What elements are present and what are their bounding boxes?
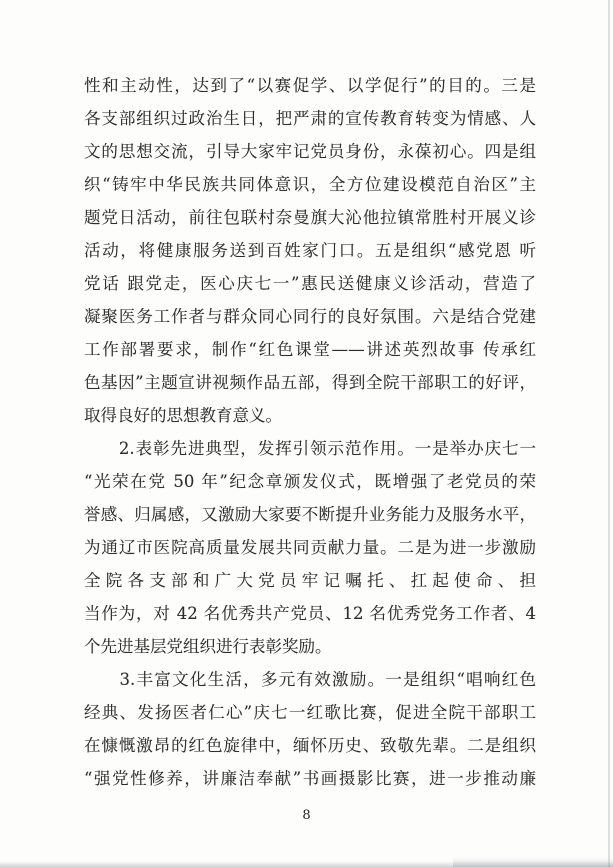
text-line: 各支部组织过政治生日，把严肃的宣传教育转变为情感、人 [84, 109, 536, 128]
text-line: 色基因”主题宣讲视频作品五部，得到全院干部职工的好评， [84, 373, 536, 392]
text-line: 凝聚医务工作者与群众同心同行的良好氛围。六是结合党建 [84, 307, 536, 326]
text-line: 2.表彰先进典型，发挥引领示范作用。一是举办庆七一 [84, 439, 536, 458]
text-line: 活动，将健康服务送到百姓家门口。五是组织“感党恩 听 [84, 241, 536, 260]
text-line: 全院各支部和广大党员牢记嘱托、扛起使命、担 [84, 571, 536, 590]
text-line: 题党日活动，前往包联村奈曼旗大沁他拉镇常胜村开展义诊 [84, 208, 536, 227]
scan-edge-right [608, 0, 610, 867]
text-line: 经典、发扬医者仁心”庆七一红歌比赛，促进全院干部职工 [84, 703, 536, 722]
text-line: 党话 跟党走，医心庆七一”惠民送健康义诊活动，营造了 [84, 274, 536, 293]
text-line: 誉感、归属感，又激励大家要不断提升业务能力及服务水平， [84, 505, 536, 524]
text-line: 为通辽市医院高质量发展共同贡献力量。二是为进一步激励 [84, 538, 536, 557]
text-line: 织“铸牢中华民族共同体意识，全方位建设模范自治区”主 [84, 175, 536, 194]
page-number: 8 [302, 808, 311, 823]
text-line: 在慷慨激昂的红色旋律中，缅怀历史、致敬先辈。二是组织 [84, 736, 536, 755]
body-text [84, 69, 536, 795]
text-line: 取得良好的思想教育意义。 [84, 406, 282, 425]
text-line: 性和主动性，达到了“以赛促学、以学促行”的目的。三是 [84, 76, 536, 95]
text-line: 个先进基层党组织进行表彰奖励。 [84, 637, 332, 656]
text-line: 当作为，对 42 名优秀共产党员、12 名优秀党务工作者、4 [84, 604, 536, 623]
scan-edge-bottom-right [453, 857, 613, 867]
text-line: “强党性修养，讲廉洁奉献”书画摄影比赛，进一步推动廉 [84, 769, 536, 788]
text-line: 文的思想交流，引导大家牢记党员身份，永葆初心。四是组 [84, 142, 536, 161]
text-line: 工作部署要求，制作“红色课堂——讲述英烈故事 传承红 [84, 340, 536, 359]
text-line: “光荣在党 50 年”纪念章颁发仪式，既增强了老党员的荣 [84, 472, 536, 491]
text-line: 3.丰富文化生活，多元有效激励。一是组织“唱响红色 [84, 670, 536, 689]
